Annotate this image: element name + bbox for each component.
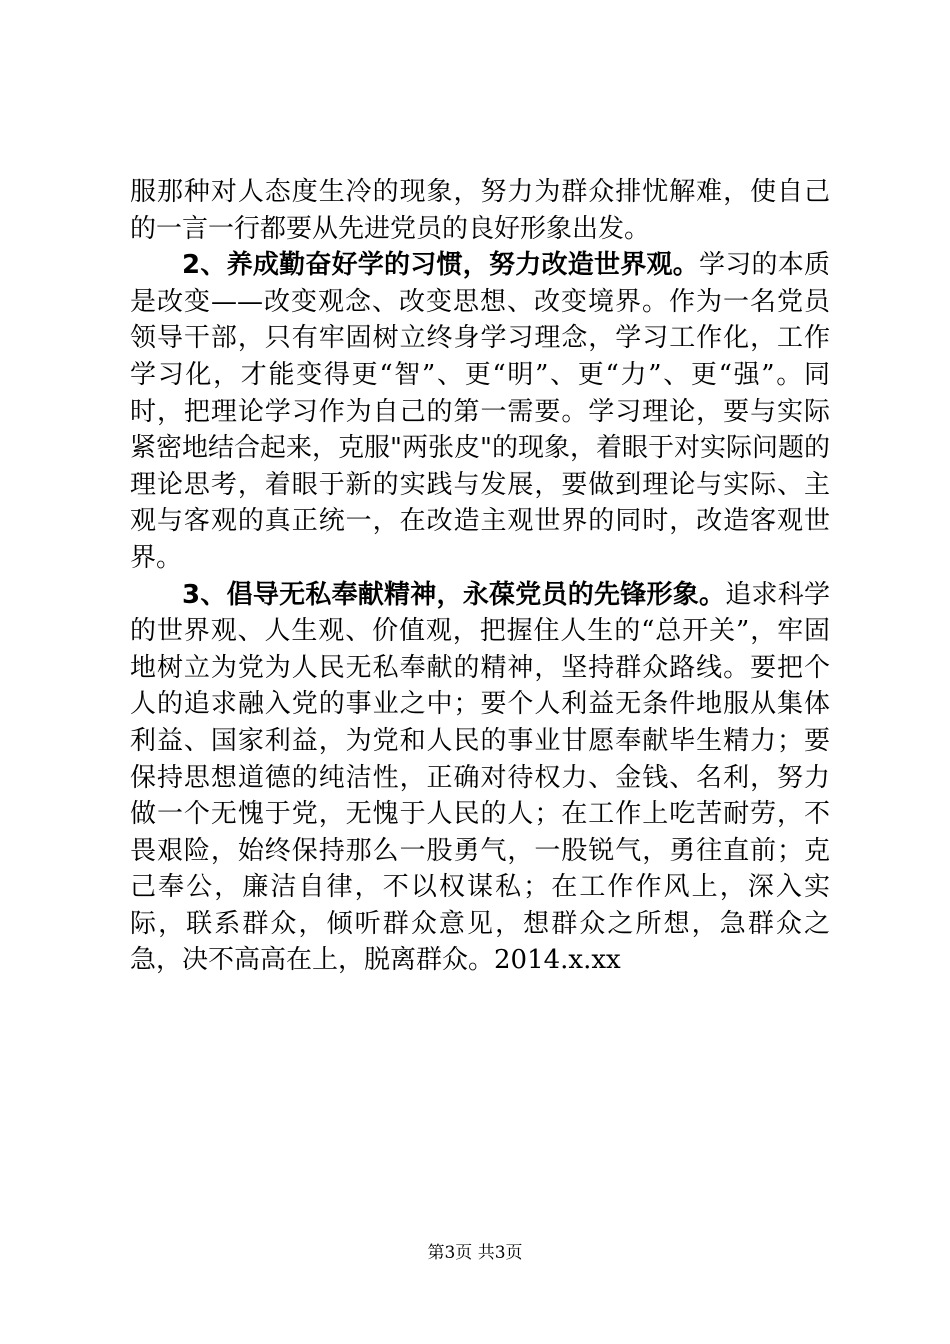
- page-number-label: 第3页 共3页: [427, 1243, 523, 1263]
- paragraph-3-text: 追求科学的世界观、人生观、价值观，把握住人生的“总开关”，牢固地树立为党为人民无私奉献的精神，坚持群众路线。要把个人的追求融入党的事业之中；要个人利益无条件地服从集体利益、国家利益，为党和人民的事业甘愿奉献毕生精力；要保持思想道德的纯洁性，正确对待权力、金钱、名利，努力做一个无愧于党，无愧于人民的人；在工作上吃苦耐劳，不畏艰险，始终保持那么一股勇气，一股锐气，勇往直前；克己奉公，廉洁自律，不以权谋私；在工作作风上，深入实际，联系群众，倾听群众意见，想群众之所想，急群众之急，决不高高在上，脱离群众。2014.x.xx: [130, 579, 830, 976]
- paragraph-3-heading: 3、倡导无私奉献精神，永葆党员的先锋形象。: [182, 579, 726, 610]
- paragraph-1: [130, 174, 830, 247]
- page-footer: [0, 1243, 950, 1263]
- document-body: [130, 174, 830, 979]
- paragraph-2-heading: 2、养成勤奋好学的习惯，努力改造世界观。: [182, 250, 700, 281]
- paragraph-2-text: 学习的本质是改变——改变观念、改变思想、改变境界。作为一名党员领导干部，只有牢固树立终身学习理念，学习工作化，工作学习化，才能变得更“智”、更“明”、更“力”、更“强”。同时，把理论学习作为自己的第一需要。学习理论，要与实际紧密地结合起来，克服"两张皮"的现象，着眼于对实际问题的理论思考，着眼于新的实践与发展，要做到理论与实际、主观与客观的真正统一，在改造主观世界的同时，改造客观世界。: [130, 250, 830, 573]
- paragraph-3: [130, 577, 830, 980]
- paragraph-1-text: 服那种对人态度生冷的现象，努力为群众排忧解难，使自己的一言一行都要从先进党员的良好形象出发。: [130, 177, 830, 244]
- paragraph-2: [130, 247, 830, 576]
